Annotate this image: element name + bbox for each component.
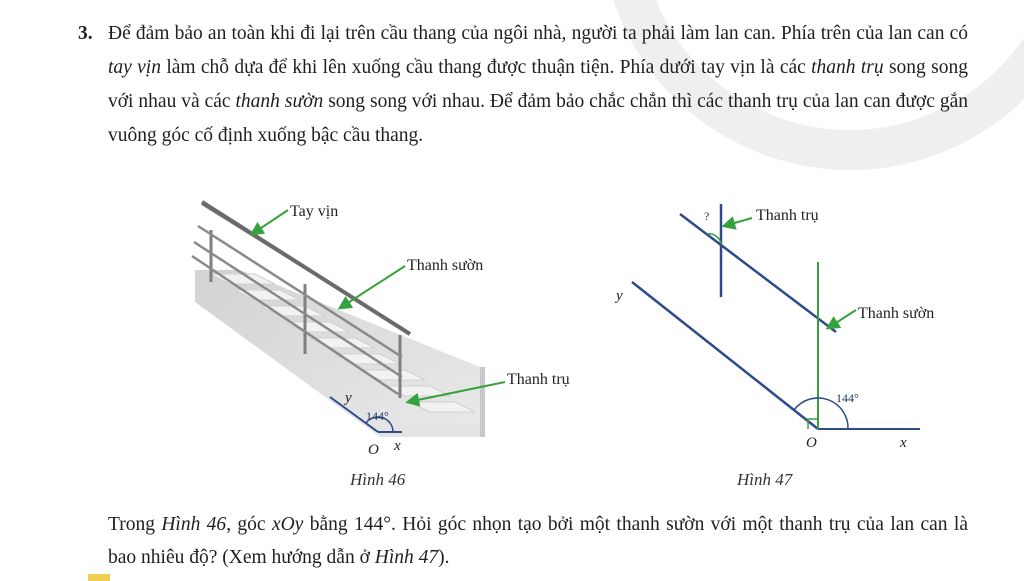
problem-text-part: song song với nhau và các <box>108 57 968 112</box>
o-label: O <box>368 442 379 458</box>
o-label: O <box>806 435 817 451</box>
caption-hinh-46: Hình 46 <box>350 470 406 489</box>
arrow-thanh-suon <box>828 310 856 328</box>
y-label: y <box>616 288 623 304</box>
problem-3 <box>78 17 968 153</box>
x-label: x <box>394 438 401 454</box>
angle-label: 144° <box>366 409 389 423</box>
arrow-tay-vin <box>252 210 288 234</box>
label-thanh-tru: Thanh trụ <box>507 371 570 388</box>
arrow-thanh-suon <box>340 266 405 308</box>
question-part: Hình 46 <box>161 514 227 535</box>
label-thanh-tru: Thanh trụ <box>756 207 819 224</box>
problem-text-part: tay vịn <box>108 57 161 78</box>
label-thanh-suon: Thanh sườn <box>858 305 935 322</box>
problem-text-part: song song với nhau. Để đảm bảo chắc chắn thì các thanh trụ của lan can được gắn vuông góc cố định xuống bậc cầu thang. <box>108 91 968 146</box>
question-mark: ? <box>704 209 710 223</box>
y-label: y <box>345 390 352 406</box>
label-thanh-suon: Thanh sườn <box>407 257 484 274</box>
question-part: , góc <box>226 514 272 535</box>
question-text <box>108 508 968 574</box>
question-part: ). <box>438 547 450 568</box>
label-tay-vin: Tay vịn <box>290 203 339 220</box>
problem-text-part: làm chỗ dựa để khi lên xuống cầu thang được thuận tiện. Phía dưới tay vịn là các <box>160 57 812 78</box>
question-part: xOy <box>271 514 304 535</box>
problem-text <box>108 17 968 153</box>
footer-highlight-mark <box>88 574 110 581</box>
problem-text-part: thanh trụ <box>811 57 884 78</box>
angle-label: 144° <box>836 391 859 405</box>
oy-ray <box>632 282 818 429</box>
stair-body <box>195 270 485 437</box>
question-part: bằng 144°. Hỏi góc nhọn tạo bởi một thanh sườn với một thanh trụ của lan can là bao nhiêu độ? (Xem hướng dẫn ở <box>108 514 968 568</box>
x-label: x <box>900 435 907 451</box>
figure-47-diagram <box>600 192 1000 462</box>
arrow-thanh-tru <box>724 218 752 226</box>
figure-46-staircase <box>180 192 620 462</box>
thanh-suon-line <box>680 214 836 332</box>
question-part: Hình 47 <box>374 547 439 568</box>
problem-text-part: thanh sườn <box>235 91 324 112</box>
problem-number: 3. <box>78 23 93 44</box>
caption-hinh-47: Hình 47 <box>737 470 793 489</box>
problem-text-part: Để đảm bảo an toàn khi đi lại trên cầu thang của ngôi nhà, người ta phải làm lan can. Phía trên của lan can có <box>108 23 968 44</box>
question-part: Trong <box>108 514 162 535</box>
